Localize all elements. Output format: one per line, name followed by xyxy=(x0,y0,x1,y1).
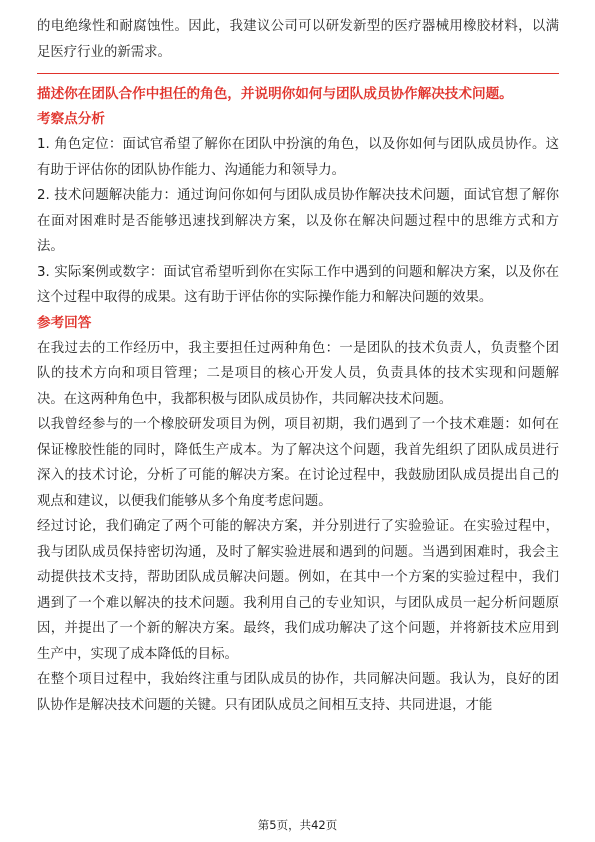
answer-paragraph: 在整个项目过程中，我始终注重与团队成员的协作，共同解决问题。我认为，良好的团队协作是解决技术问题的关键。只有团队成员之间相互支持、共同进退，才能 xyxy=(37,672,559,713)
page-number: 第5页，共42页 xyxy=(257,818,338,832)
question-title: 描述你在团队合作中担任的角色，并说明你如何与团队成员协作解决技术问题。 xyxy=(37,86,513,102)
answer-paragraph: 在我过去的工作经历中，我主要担任过两种角色：一是团队的技术负责人，负责整个团队的技术方向和项目管理；二是项目的核心开发人员，负责具体的技术实现和问题解决。在这两种角色中，我都积极与团队成员协作，共同解决技术问题。 xyxy=(37,340,559,407)
document-page xyxy=(37,14,559,718)
section-divider xyxy=(37,73,559,74)
answer-paragraph: 以我曾经参与的一个橡胶研发项目为例，项目初期，我们遇到了一个技术难题：如何在保证橡胶性能的同时，降低生产成本。为了解决这个问题，我首先组织了团队成员进行深入的技术讨论，分析了可能的解决方案。在讨论过程中，我鼓励团队成员提出自己的观点和建议，以便我们能够从多个角度考虑问题。 xyxy=(37,417,559,509)
intro-paragraph: 的电绝缘性和耐腐蚀性。因此，我建议公司可以研发新型的医疗器械用橡胶材料，以满足医疗行业的新需求。 xyxy=(37,19,559,60)
analysis-point: 3. 实际案例或数字：面试官希望听到你在实际工作中遇到的问题和解决方案，以及你在这个过程中取得的成果。这有助于评估你的实际操作能力和解决问题的效果。 xyxy=(37,264,559,305)
analysis-point: 1. 角色定位：面试官希望了解你在团队中扮演的角色，以及你如何与团队成员协作。这有助于评估你的团队协作能力、沟通能力和领导力。 xyxy=(37,137,559,178)
analysis-heading: 考察点分析 xyxy=(37,111,105,127)
answer-heading: 参考回答 xyxy=(37,314,92,331)
analysis-point: 2. 技术问题解决能力：通过询问你如何与团队成员协作解决技术问题，面试官想了解你在面对困难时是否能够迅速找到解决方案，以及你在解决问题过程中的思维方式和方法。 xyxy=(37,188,559,254)
answer-paragraph: 经过讨论，我们确定了两个可能的解决方案，并分别进行了实验验证。在实验过程中，我与团队成员保持密切沟通，及时了解实验进展和遇到的问题。当遇到困难时，我会主动提供技术支持，帮助团队成员解决问题。例如，在其中一个方案的实验过程中，我们遇到了一个难以解决的技术问题。我利用自己的专业知识，与团队成员一起分析问题原因，并提出了一个新的解决方案。最终，我们成功解决了这个问题，并将新技术应用到生产中，实现了成本降低的目标。 xyxy=(37,519,559,662)
